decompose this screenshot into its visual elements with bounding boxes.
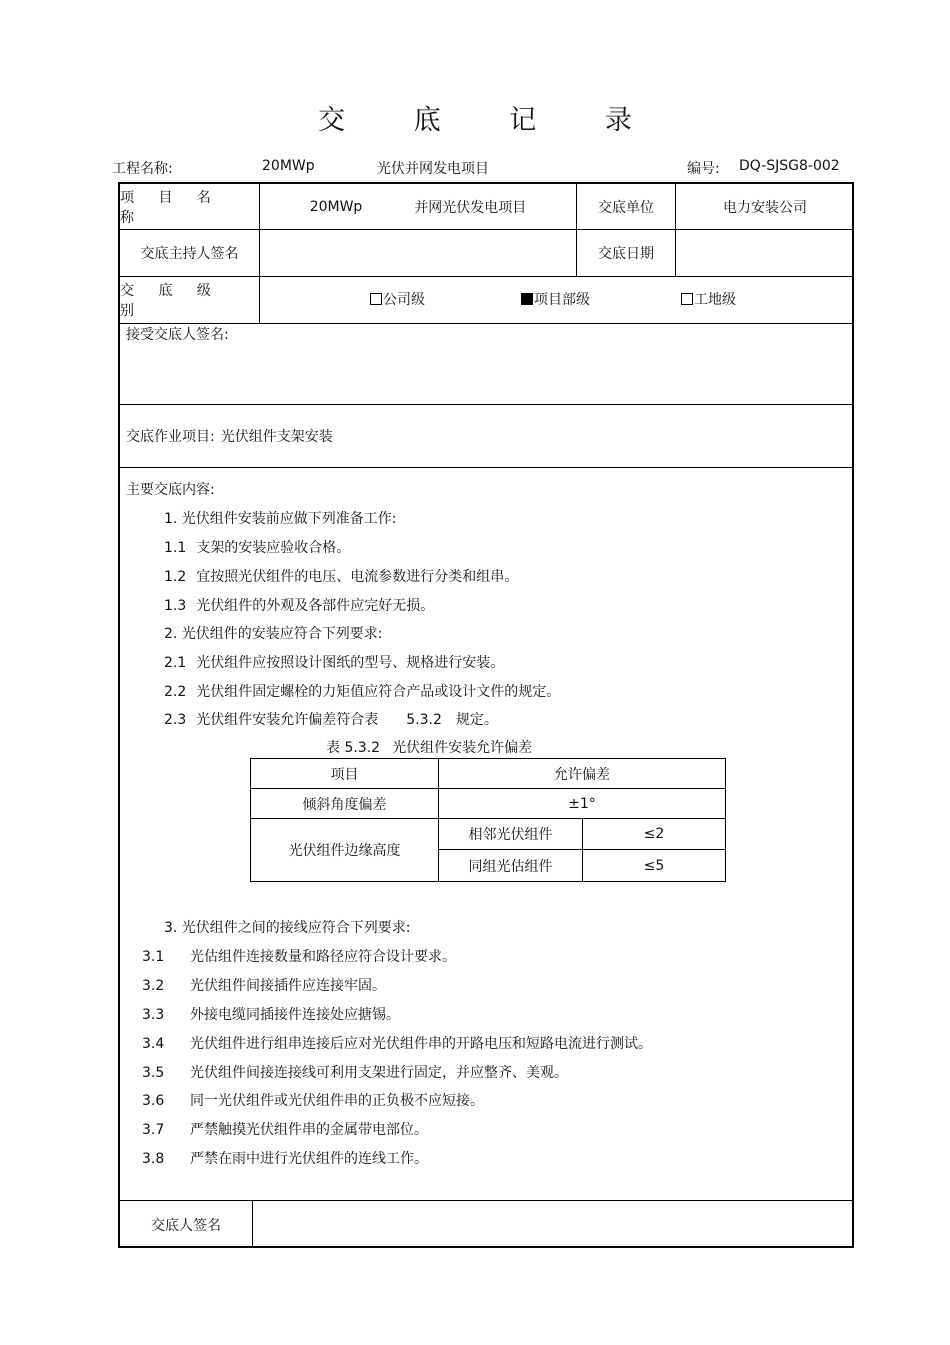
level-label: 交 底 级 别 bbox=[120, 283, 221, 319]
item-name-text: 并网光伏发电项目 bbox=[414, 199, 527, 216]
checkbox-empty-icon[interactable] bbox=[681, 293, 693, 305]
col-header-tolerance: 允许偏差 bbox=[554, 766, 610, 783]
list-item: 1.1 支架的安装应验收合格。 bbox=[164, 540, 351, 556]
number-value: DQ-SJSG8-002 bbox=[739, 158, 840, 174]
item-name-label: 项 目 名 称 bbox=[120, 189, 221, 226]
project-label: 工程名称: bbox=[112, 161, 173, 177]
list-item: 2.3 光伏组件安装允许偏差符合表 5.3.2 规定。 bbox=[164, 712, 498, 728]
number-label: 编号: bbox=[687, 161, 720, 177]
record-form bbox=[118, 182, 854, 1248]
level-option-company[interactable]: 公司级 bbox=[370, 289, 425, 309]
col-header-item: 项目 bbox=[330, 766, 359, 783]
list-item: 3.8 严禁在雨中进行光伏组件的连线工作。 bbox=[142, 1151, 428, 1167]
adjacent-module-label: 相邻光伏组件 bbox=[468, 827, 553, 843]
list-item: 3.7 严禁触摸光伏组件串的金属带电部位。 bbox=[142, 1122, 428, 1138]
checkbox-empty-icon[interactable] bbox=[370, 293, 382, 305]
adjacent-module-value: ≤2 bbox=[643, 826, 665, 842]
main-content-label: 主要交底内容: bbox=[126, 482, 215, 498]
host-label: 交底主持人签名 bbox=[140, 246, 239, 262]
list-item: 3.1 光估组件连接数量和路径应符合设计要求。 bbox=[142, 949, 456, 965]
date-label: 交底日期 bbox=[598, 246, 654, 262]
list-item: 2.1 光伏组件应按照设计图纸的型号、规格进行安装。 bbox=[164, 655, 505, 671]
item-name-value bbox=[260, 184, 576, 229]
receiver-label: 接受交底人签名: bbox=[126, 327, 229, 343]
project-name: 光伏并网发电项目 bbox=[377, 161, 489, 177]
section-2-heading: 2. 光伏组件的安装应符合下列要求: bbox=[164, 626, 383, 642]
list-item: 1.3 光伏组件的外观及各部件应完好无损。 bbox=[164, 598, 435, 614]
list-item: 3.5 光伏组件间接连接线可利用支架进行固定，并应整齐、美观。 bbox=[142, 1065, 568, 1081]
list-item: 2.2 光伏组件固定螺栓的力矩值应符合产品或设计文件的规定。 bbox=[164, 684, 561, 700]
tolerance-table bbox=[250, 758, 726, 882]
row-tilt-label: 倾斜角度偏差 bbox=[302, 796, 387, 813]
same-group-label: 同组光估组件 bbox=[468, 858, 553, 875]
project-capacity: 20MWp bbox=[262, 158, 315, 174]
work-item: 交底作业项目: 光伏组件支架安装 bbox=[126, 429, 333, 445]
section-1-heading: 1. 光伏组件安装前应做下列准备工作: bbox=[164, 511, 397, 527]
row-edge-height-label: 光伏组件边缘高度 bbox=[288, 843, 401, 859]
unit-label: 交底单位 bbox=[598, 199, 654, 216]
date-field[interactable] bbox=[676, 230, 854, 276]
signer-label: 交底人签名 bbox=[151, 1217, 221, 1234]
same-group-value: ≤5 bbox=[643, 857, 665, 874]
host-signature-field[interactable] bbox=[260, 230, 576, 276]
level-option-project[interactable]: 项目部级 bbox=[521, 289, 590, 309]
row-tilt-value: ±1° bbox=[568, 795, 596, 812]
list-item: 3.3 外接电缆同插接件连接处应搪锡。 bbox=[142, 1007, 400, 1023]
section-3-heading: 3. 光伏组件之间的接线应符合下列要求: bbox=[164, 920, 411, 936]
document-title: 交 底 记 录 bbox=[318, 105, 662, 136]
list-item: 3.4 光伏组件进行组串连接后应对光伏组件串的开路电压和短路电流进行测试。 bbox=[142, 1036, 652, 1052]
list-item: 3.2 光伏组件间接插件应连接牢固。 bbox=[142, 978, 386, 994]
list-item: 3.6 同一光伏组件或光伏组件串的正负极不应短接。 bbox=[142, 1093, 484, 1109]
item-name-capacity: 20MWp bbox=[309, 198, 363, 215]
list-item: 1.2 宜按照光伏组件的电压、电流参数进行分类和组串。 bbox=[164, 569, 519, 585]
unit-value: 电力安装公司 bbox=[723, 199, 807, 216]
checkbox-checked-icon[interactable] bbox=[521, 293, 533, 305]
table-caption: 表 5.3.2 光伏组件安装允许偏差 bbox=[326, 740, 533, 756]
signer-signature-field[interactable] bbox=[253, 1201, 854, 1248]
level-option-site[interactable]: 工地级 bbox=[681, 289, 736, 309]
